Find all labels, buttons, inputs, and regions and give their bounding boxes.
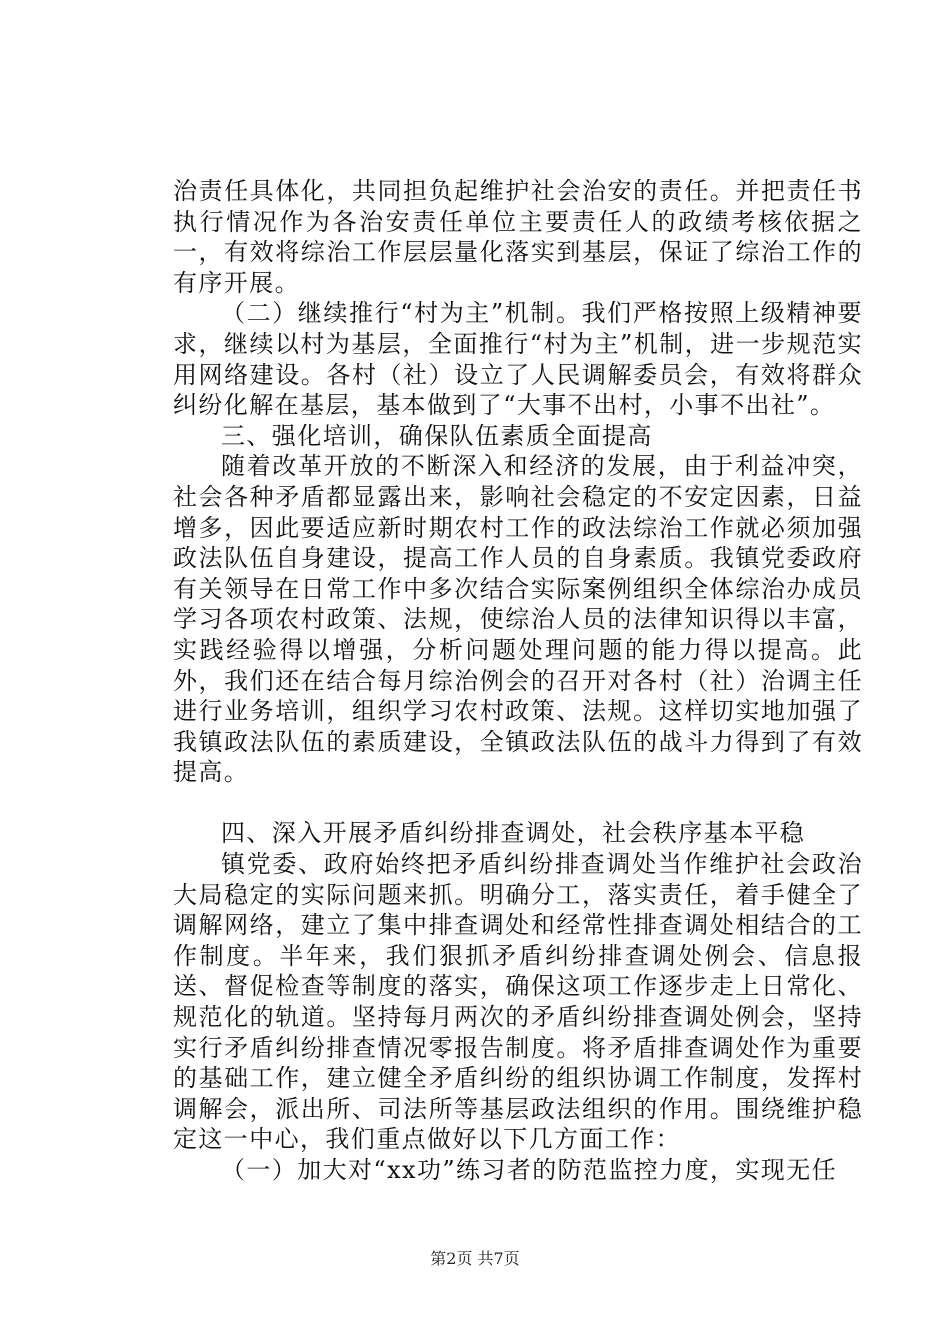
- paragraph-disputes: 镇党委、政府始终把矛盾纠纷排查调处当作维护社会政治大局稳定的实际问题来抓。明确分工，落实责任，着手健全了调解网络，建立了集中排查调处和经常性排查调处相结合的工作制度。半年来，我们狠抓矛盾纠纷排查调处例会、信息报送、督促检查等制度的落实，确保这项工作逐步走上日常化、规范化的轨道。坚持每月两次的矛盾纠纷排查调处例会，坚持实行矛盾纠纷排查情况零报告制度。将矛盾排查调处作为重要的基础工作，建立健全矛盾纠纷的组织协调工作制度，发挥村调解会，派出所、司法所等基层政法组织的作用。围绕维护稳定这一中心，我们重点做好以下几方面工作：: [173, 850, 863, 1154]
- document-body: [173, 176, 863, 1186]
- paragraph-training: 随着改革开放的不断深入和经济的发展，由于利益冲突，社会各种矛盾都显露出来，影响社会稳定的不安定因素，日益增多，因此要适应新时期农村工作的政法综治工作就必须加强政法队伍自身建设，提高工作人员的自身素质。我镇党委政府有关领导在日常工作中多次结合实际案例组织全体综治办成员学习各项农村政策、法规，使综治人员的法律知识得以丰富，实践经验得以增强，分析问题处理问题的能力得以提高。此外，我们还在结合每月综治例会的召开对各村（社）治调主任进行业务培训，组织学习农村政策、法规。这样切实地加强了我镇政法队伍的素质建设，全镇政法队伍的战斗力得到了有效提高。: [173, 452, 863, 787]
- section-heading-training: 三、强化培训，确保队伍素质全面提高: [221, 421, 653, 450]
- page-footer: 第2页 共7页: [430, 1249, 520, 1268]
- paragraph-monitoring: （一）加大对“xx功”练习者的防范监控力度，实现无任: [221, 1156, 838, 1184]
- paragraph-continuation: 治责任具体化，共同担负起维护社会治安的责任。并把责任书执行情况作为各治安责任单位主要责任人的政绩考核依据之一，有效将综治工作层层量化落实到基层，保证了综治工作的有序开展。: [173, 177, 863, 297]
- paragraph-village-mechanism: （二）继续推行“村为主”机制。我们严格按照上级精神要求，继续以村为基层，全面推行“村为主”机制，进一步规范实用网络建设。各村（社）设立了人民调解委员会，有效将群众纠纷化解在基层，基本做到了“大事不出村，小事不出社”。: [173, 299, 863, 420]
- section-heading-disputes: 四、深入开展矛盾纠纷排查调处，社会秩序基本平稳: [221, 819, 806, 848]
- paragraph-spacer: [173, 788, 863, 819]
